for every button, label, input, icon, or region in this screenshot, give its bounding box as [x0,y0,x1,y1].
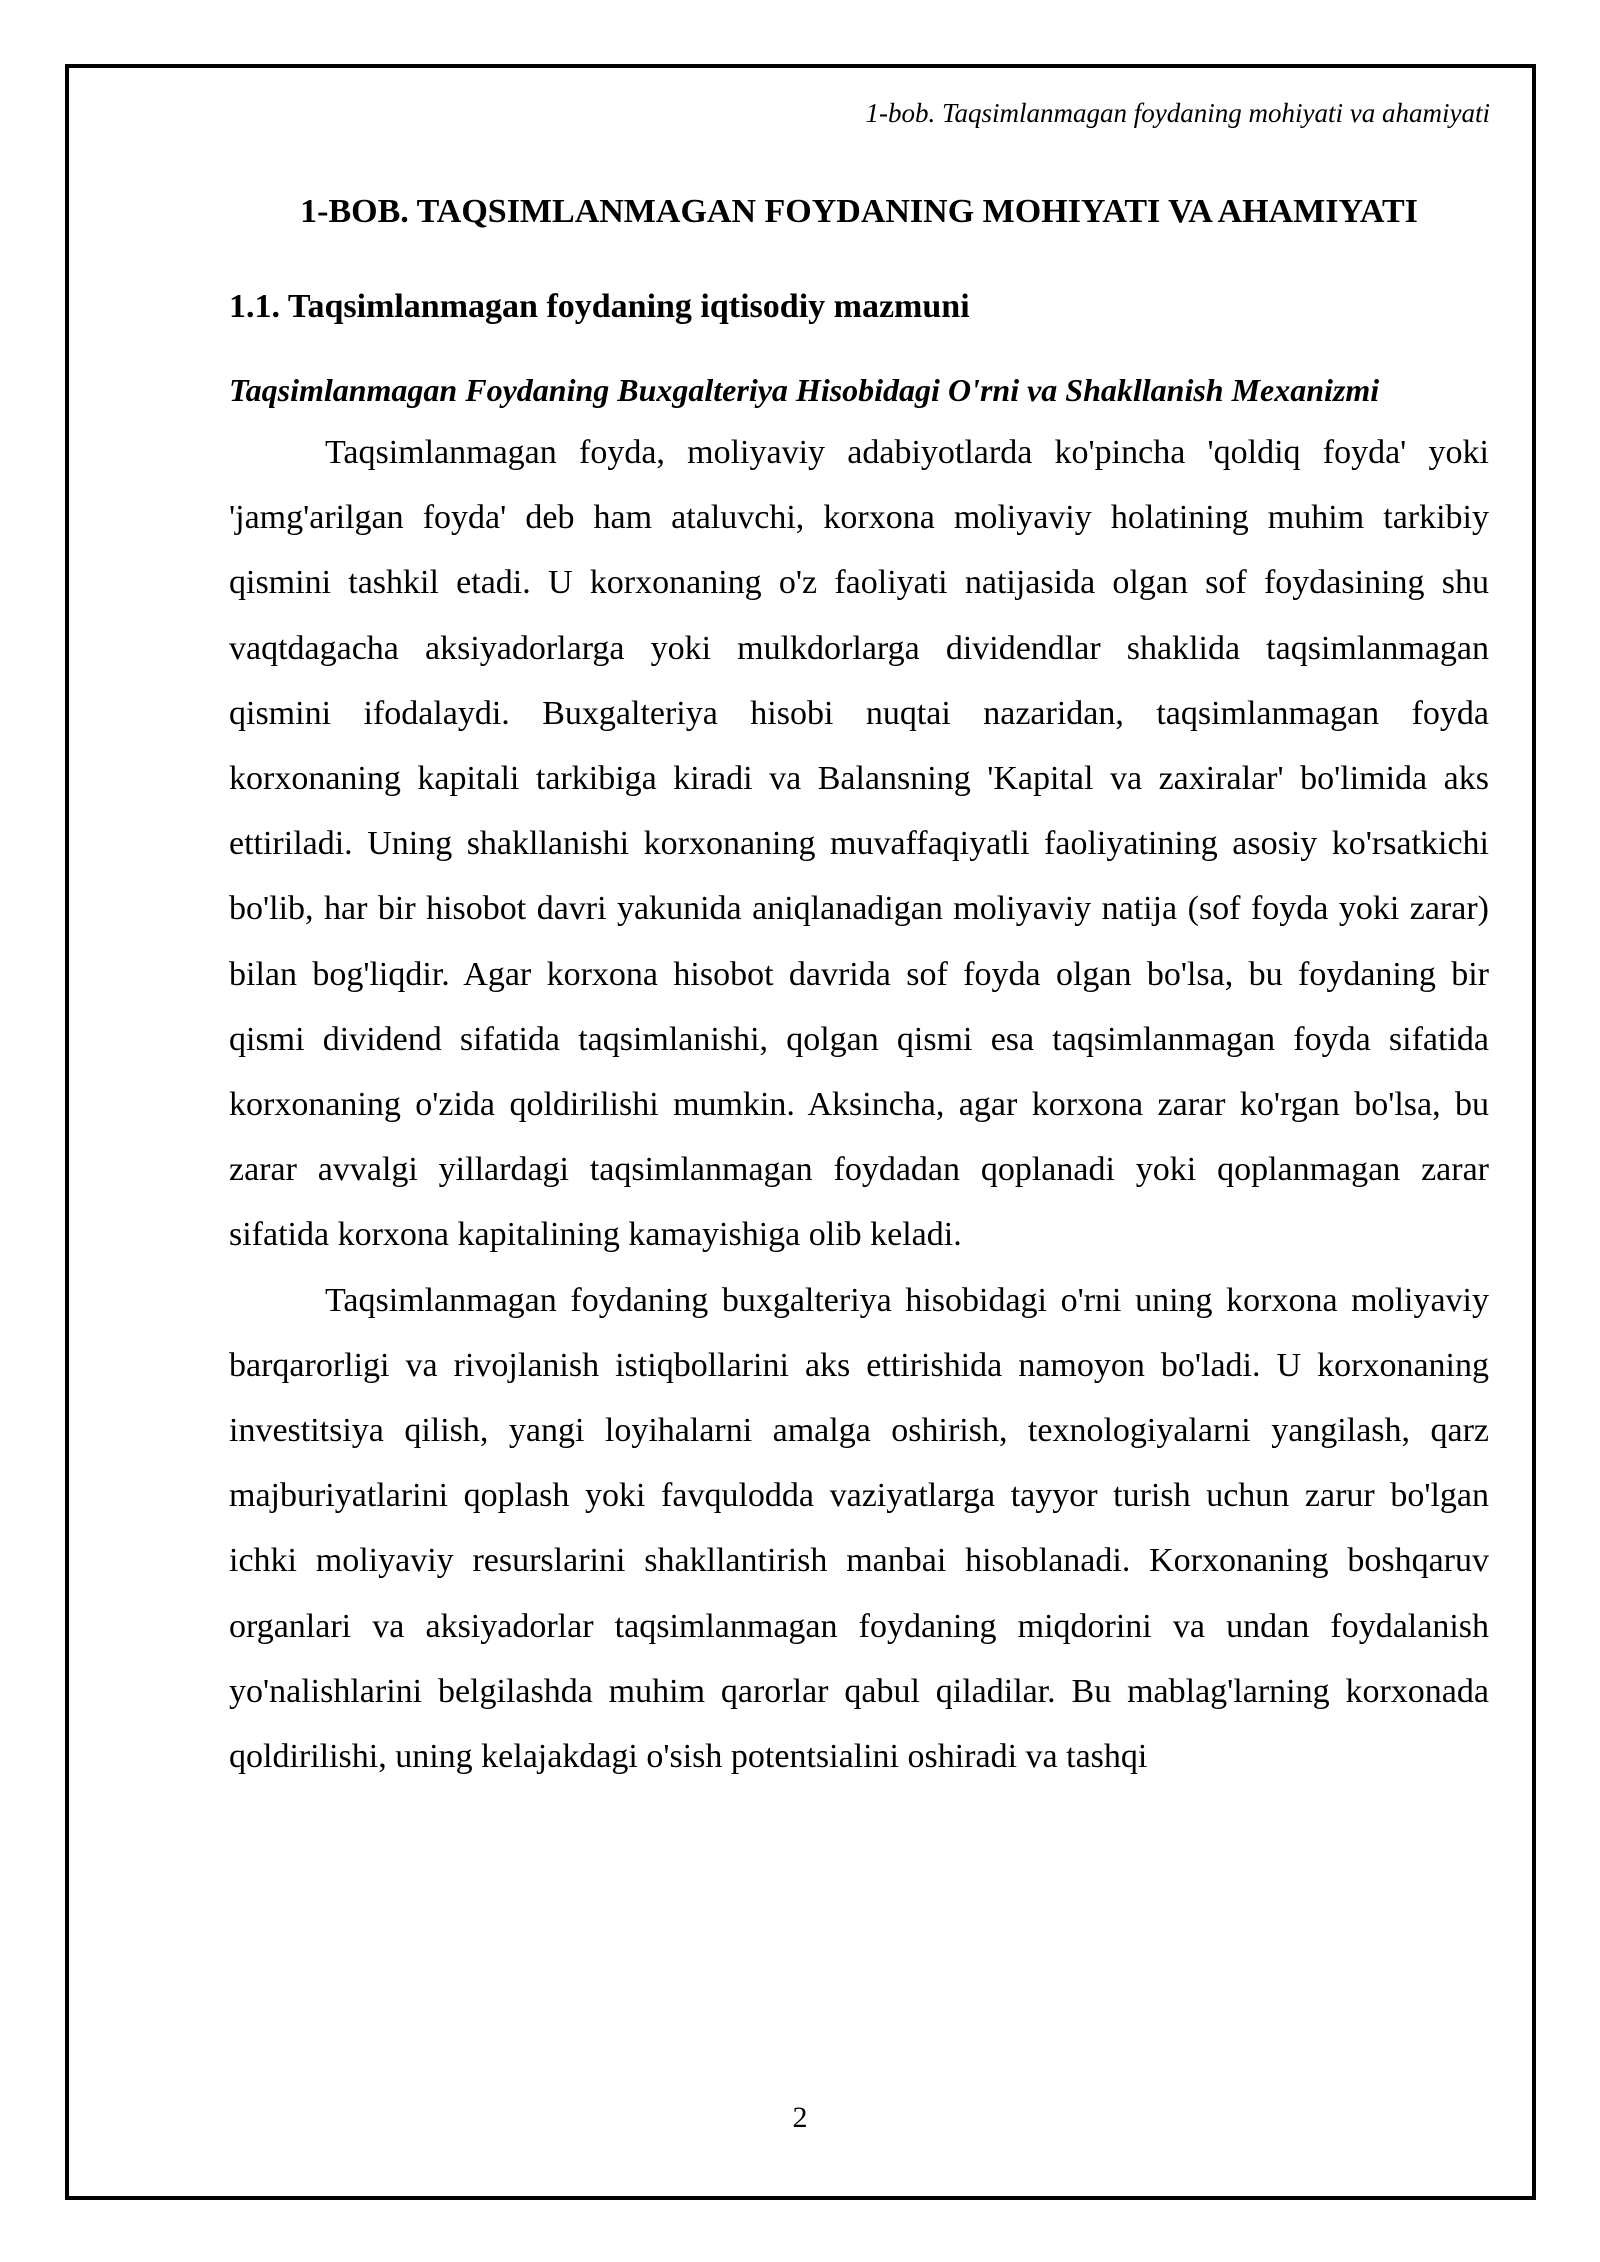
subsection-title: Taqsimlanmagan Foydaning Buxgalteriya Hisobidagi O'rni va Shakllanish Mexanizmi [229,372,1380,408]
body-paragraph: Taqsimlanmagan foydaning buxgalteriya hisobidagi o'rni uning korxona moliyaviy barqarorligi va rivojlanish istiqbollarini aks ettirishida namoyon bo'ladi. U korxonaning investitsiya qilish, yangi loyihalarni amalga oshirish, texnologiyalarni yangilash, qarz majburiyatlarini qoplash yoki favqulodda vaziyatlarga tayyor turish uchun zarur bo'lgan ichki moliyaviy resurslarini shakllantirish manbai hisoblanadi. Korxonaning boshqaruv organlari va aksiyadorlar taqsimlanmagan foydaning miqdorini va undan foydalanish yo'nalishlarini belgilashda muhim qarorlar qabul qiladilar. Bu mablag'larning korxonada qoldirilishi, uning kelajakdagi o'sish potentsialini oshiradi va tashqi [229,1281,1489,1776]
page-number: 2 [792,2101,808,2134]
page-content [229,180,1489,1789]
section-title: 1.1. Taqsimlanmagan foydaning iqtisodiy mazmuni [229,288,970,325]
chapter-title: 1-BOB. TAQSIMLANMAGAN FOYDANING MOHIYATI VA AHAMIYATI [300,193,1418,230]
running-header: 1-bob. Taqsimlanmagan foydaning mohiyati va ahamiyati [865,98,1490,128]
body-paragraph: Taqsimlanmagan foyda, moliyaviy adabiyotlarda ko'pincha 'qoldiq foyda' yoki 'jamg'arilgan foyda' deb ham ataluvchi, korxona moliyaviy holatining muhim tarkibiy qismini tashkil etadi. U korxonaning o'z faoliyati natijasida olgan sof foydasining shu vaqtdagacha aksiyadorlarga yoki mulkdorlarga dividendlar shaklida taqsimlanmagan qismini ifodalaydi. Buxgalteriya hisobi nuqtai nazaridan, taqsimlanmagan foyda korxonaning kapitali tarkibiga kiradi va Balansning 'Kapital va zaxiralar' bo'limida aks ettiriladi. Uning shakllanishi korxonaning muvaffaqiyatli faoliyatining asosiy ko'rsatkichi bo'lib, har bir hisobot davri yakunida aniqlanadigan moliyaviy natija (sof foyda yoki zarar) bilan bog'liqdir. Agar korxona hisobot davrida sof foyda olgan bo'lsa, bu foydaning bir qismi dividend sifatida taqsimlanishi, qolgan qismi esa taqsimlanmagan foyda sifatida korxonaning o'zida qoldirilishi mumkin. Aksincha, agar korxona zarar ko'rgan bo'lsa, bu zarar avvalgi yillardagi taqsimlanmagan foydadan qoplanadi yoki qoplanmagan zarar sifatida korxona kapitalining kamayishiga olib keladi. [229,434,1489,1254]
